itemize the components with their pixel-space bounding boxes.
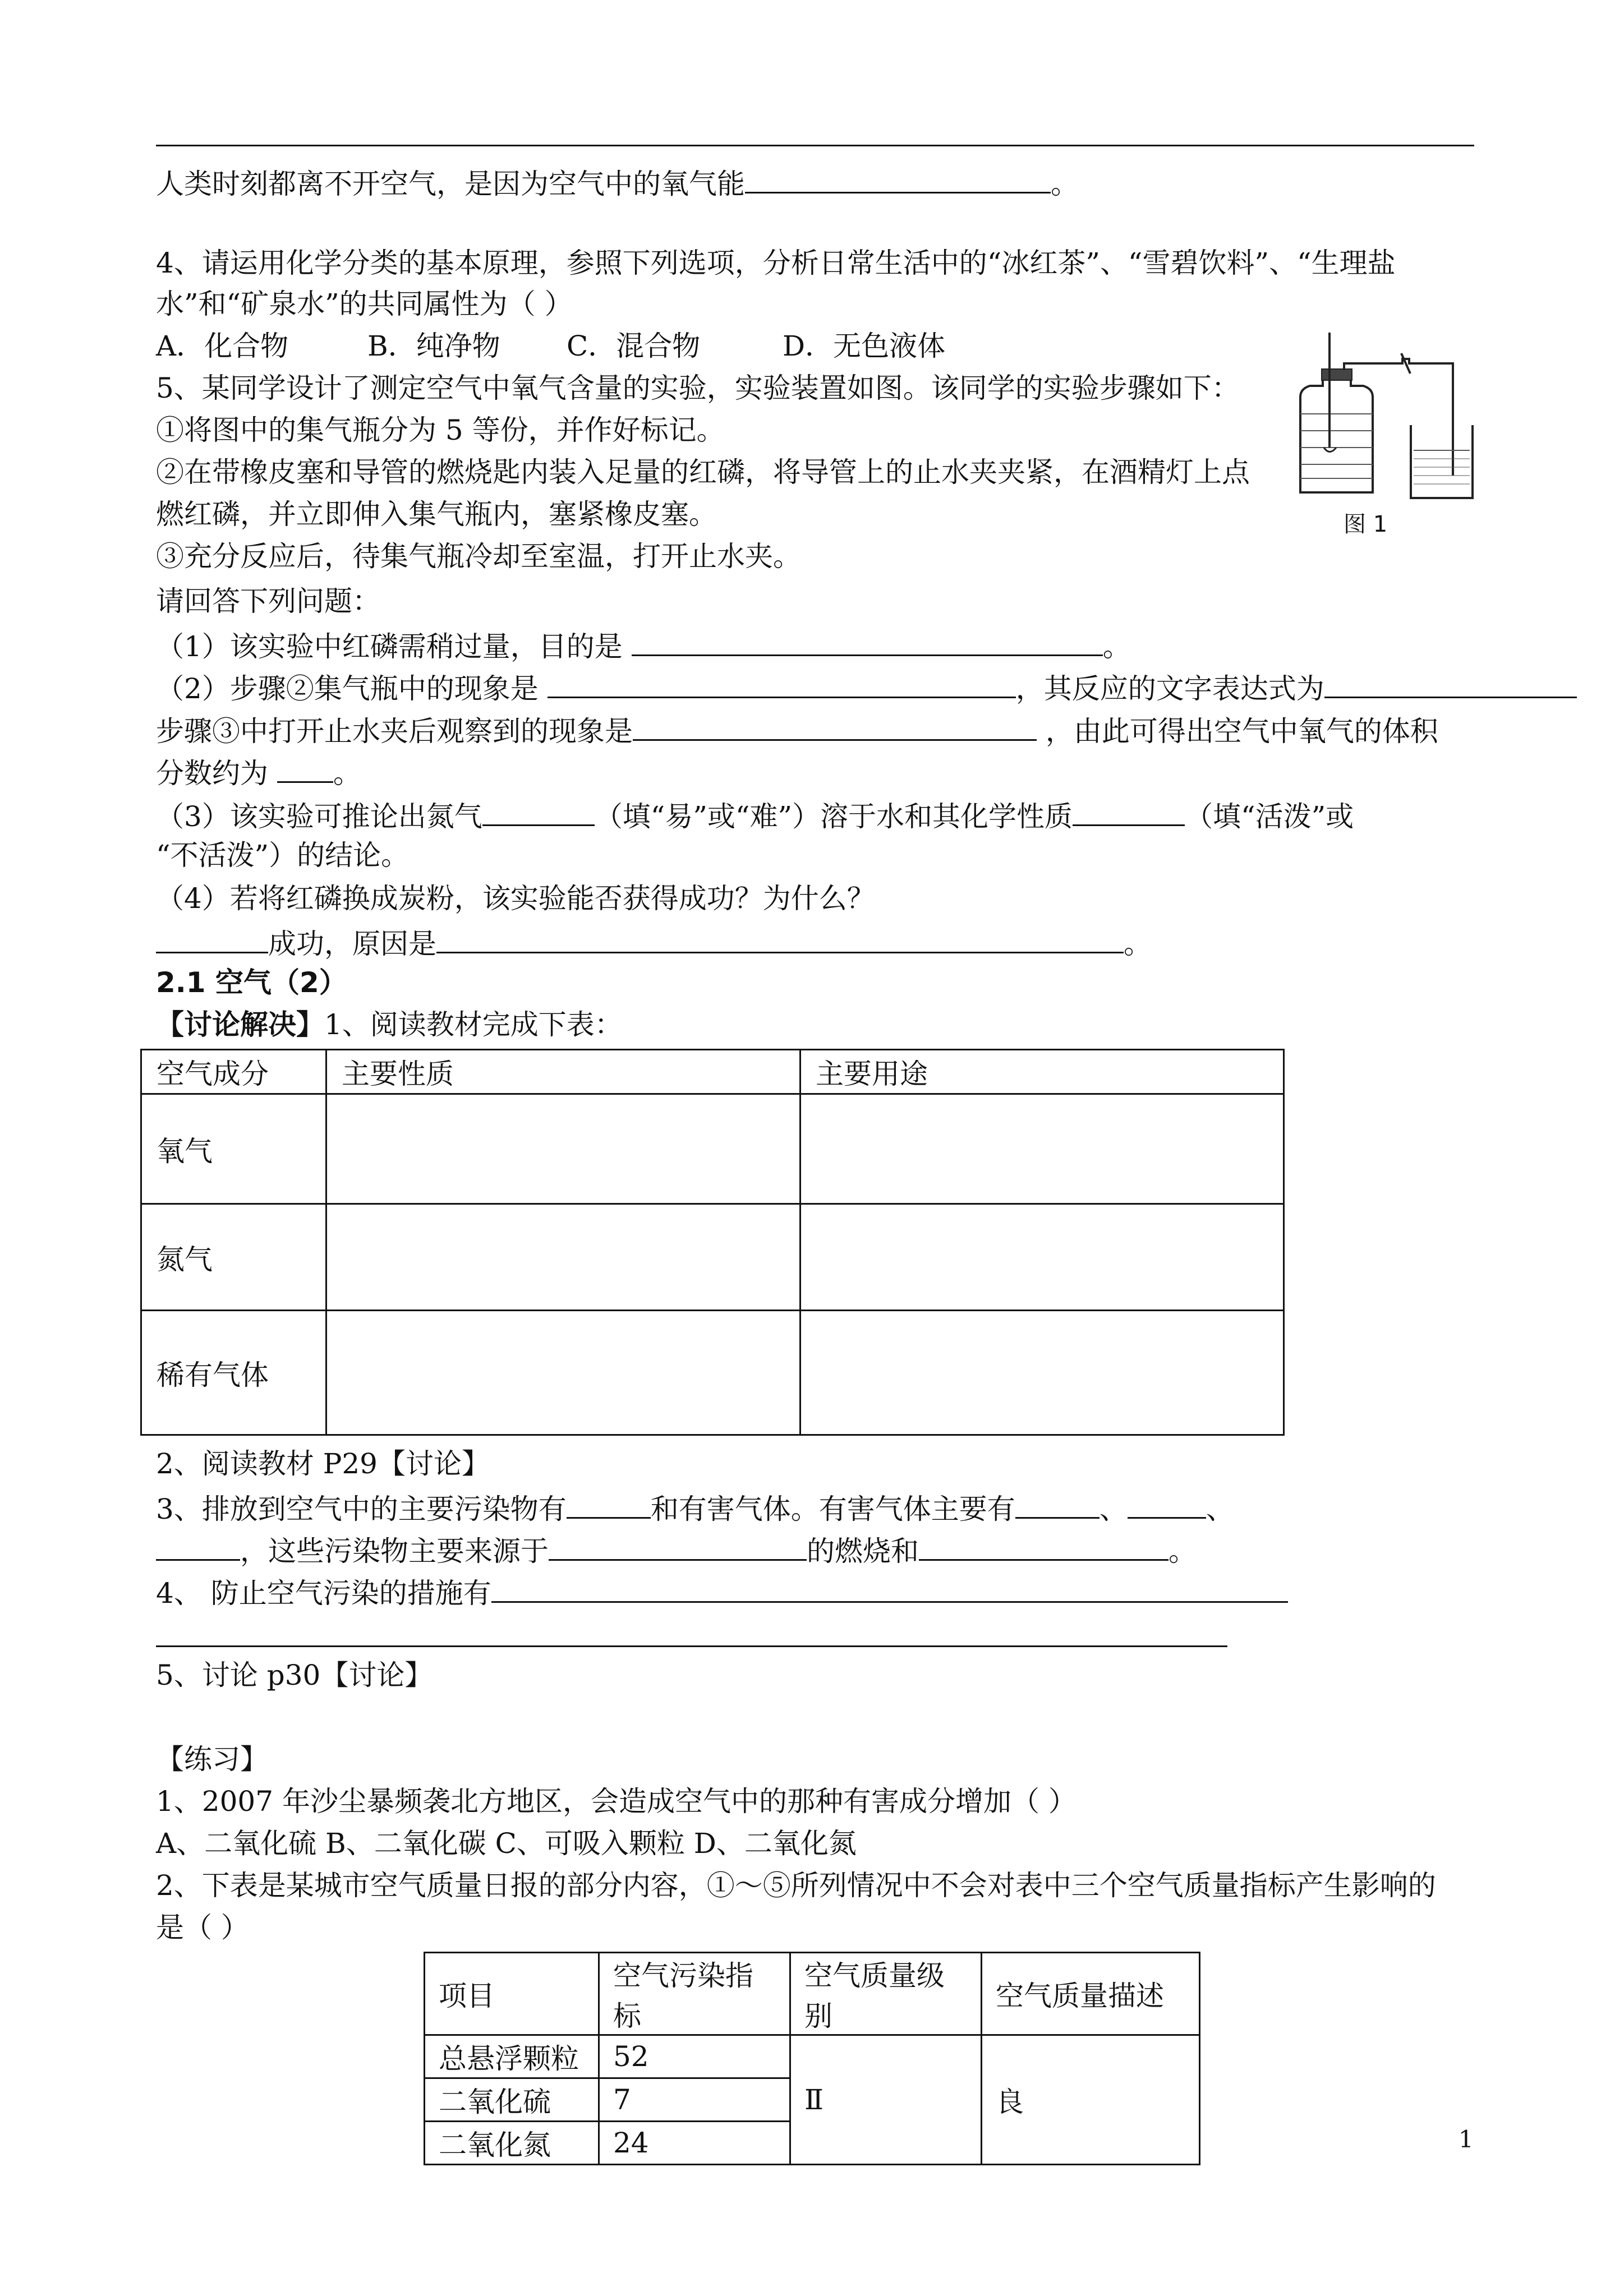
header-cell: 空气污染指标 (599, 1953, 790, 2035)
row-label: 稀有气体 (141, 1311, 326, 1435)
table-row (141, 1094, 1284, 1204)
q4-option-a: A．化合物 (156, 330, 289, 362)
q5-sub2-line3: 分数约为 。 (156, 752, 361, 791)
blank (156, 1530, 240, 1561)
q5-step2a: ②在带橡皮塞和导管的燃烧匙内装入足量的红磷，将导管上的止水夹夹紧，在酒精灯上点 (156, 456, 1250, 488)
table-header-row (425, 1953, 1200, 2035)
empty-cell[interactable] (801, 1204, 1284, 1311)
table-row (425, 2035, 1200, 2078)
intro-line: 人类时刻都离不开空气，是因为空气中的氧气能 。 (156, 163, 1079, 202)
item-4: 4、 防止空气污染的措施有 (156, 1572, 1288, 1611)
discuss-1: 【讨论解决】1、阅读教材完成下表： (156, 1008, 623, 1041)
q5-prompt: 请回答下列问题： (156, 585, 380, 617)
blank (919, 1530, 1168, 1561)
row-label: 氧气 (141, 1094, 326, 1204)
practice-q2-line1: 2、下表是某城市空气质量日报的部分内容，①～⑤所列情况中不会对表中三个空气质量指标产生影响的 (156, 1869, 1436, 1902)
blank (436, 923, 1124, 953)
item-3-line2: ，这些污染物主要来源于 的燃烧和 。 (156, 1530, 1197, 1569)
practice-q1: 1、2007 年沙尘暴频袭北方地区，会造成空气中的那种有害成分增加（ ） (156, 1785, 1076, 1818)
empty-cell[interactable] (326, 1311, 801, 1435)
item-cell: 总悬浮颗粒 (425, 2035, 599, 2078)
q5-step2b: 燃红磷，并立即伸入集气瓶内，塞紧橡皮塞。 (156, 498, 717, 531)
blank (156, 923, 268, 953)
q5-sub4: （4）若将红磷换成炭粉，该实验能否获得成功？为什么？ (156, 882, 875, 915)
apparatus-figure (1285, 330, 1475, 543)
item-cell: 二氧化硫 (425, 2078, 599, 2122)
table-header-row (141, 1050, 1284, 1094)
header-cell: 主要性质 (326, 1050, 801, 1094)
blank (277, 752, 333, 783)
blank (1128, 1488, 1206, 1519)
header-cell: 空气成分 (141, 1050, 326, 1094)
row-label: 氮气 (141, 1204, 326, 1311)
air-quality-table (424, 1952, 1200, 2165)
q5-step1: ①将图中的集气瓶分为 5 等份，并作好标记。 (156, 414, 725, 446)
blank (745, 163, 1051, 193)
q5-line1: 5、某同学设计了测定空气中氧气含量的实验，实验装置如图。该同学的实验步骤如下： (156, 372, 1240, 404)
practice-title: 【练习】 (156, 1743, 268, 1776)
q5-sub2-line2: 步骤③中打开止水夹后观察到的现象是 ，由此可得出空气中氧气的体积 (156, 710, 1438, 749)
header-cell: 主要用途 (801, 1050, 1284, 1094)
level-cell: Ⅱ (790, 2035, 982, 2165)
q5-step3: ③充分反应后，待集气瓶冷却至室温，打开止水夹。 (156, 540, 801, 573)
empty-cell[interactable] (326, 1204, 801, 1311)
item-3-line1: 3、排放到空气中的主要污染物有 和有害气体。有害气体主要有 、 、 (156, 1488, 1234, 1527)
q5-sub1: （1）该实验中红磷需稍过量，目的是 。 (156, 625, 1131, 665)
section-title: 2.1 空气（2） (156, 966, 347, 999)
q4-line1: 4、请运用化学分类的基本原理，参照下列选项，分析日常生活中的“冰红茶”、“雪碧饮料”、“生理盐 (156, 247, 1396, 279)
blank (633, 710, 1037, 741)
q5-sub2-line1: （2）步骤②集气瓶中的现象是 ，其反应的文字表达式为 (156, 667, 1577, 707)
table-row (141, 1204, 1284, 1311)
q4-option-c: C．混合物 (567, 330, 701, 362)
practice-q1-options: A、二氧化硫 B、二氧化碳 C、可吸入颗粒 D、二氧化氮 (156, 1827, 857, 1860)
practice-q2-line2: 是（ ） (156, 1911, 249, 1944)
blank (548, 667, 1016, 698)
q4-option-d: D．无色液体 (783, 330, 946, 362)
top-rule (156, 145, 1474, 146)
q5-sub3-line1: （3）该实验可推论出氮气 （填“易”或“难”）溶于水和其化学性质 （填“活泼”或 (156, 795, 1354, 835)
empty-cell[interactable] (801, 1094, 1284, 1204)
description-cell: 良 (982, 2035, 1200, 2165)
air-composition-table (140, 1049, 1285, 1436)
empty-cell[interactable] (326, 1094, 801, 1204)
blank (567, 1488, 651, 1519)
blank (549, 1530, 807, 1561)
q5-sub4-line2: 成功，原因是 。 (156, 923, 1152, 962)
blank (632, 625, 1103, 656)
empty-cell[interactable] (801, 1311, 1284, 1435)
q5-sub3-line2: “不活泼”）的结论。 (156, 839, 410, 872)
page-number: 1 (1459, 2126, 1474, 2153)
header-cell: 空气质量级别 (790, 1953, 982, 2035)
item-cell: 二氧化氮 (425, 2122, 599, 2165)
blank (1015, 1488, 1099, 1519)
blank (482, 795, 595, 826)
q4-line2: 水”和“矿泉水”的共同属性为（ ） (156, 288, 573, 320)
blank (1073, 795, 1185, 826)
blank (491, 1572, 1288, 1603)
figure-caption: 图 1 (1344, 511, 1388, 537)
index-cell: 52 (599, 2035, 790, 2078)
q4-option-b: B．纯净物 (367, 330, 500, 362)
header-cell: 空气质量描述 (982, 1953, 1200, 2035)
index-cell: 7 (599, 2078, 790, 2122)
item-2: 2、阅读教材 P29【讨论】 (156, 1447, 490, 1480)
index-cell: 24 (599, 2122, 790, 2165)
item-5: 5、讨论 p30【讨论】 (156, 1659, 433, 1691)
table-row (141, 1311, 1284, 1435)
blank (1324, 667, 1577, 698)
answer-line (156, 1645, 1227, 1647)
header-cell: 项目 (425, 1953, 599, 2035)
